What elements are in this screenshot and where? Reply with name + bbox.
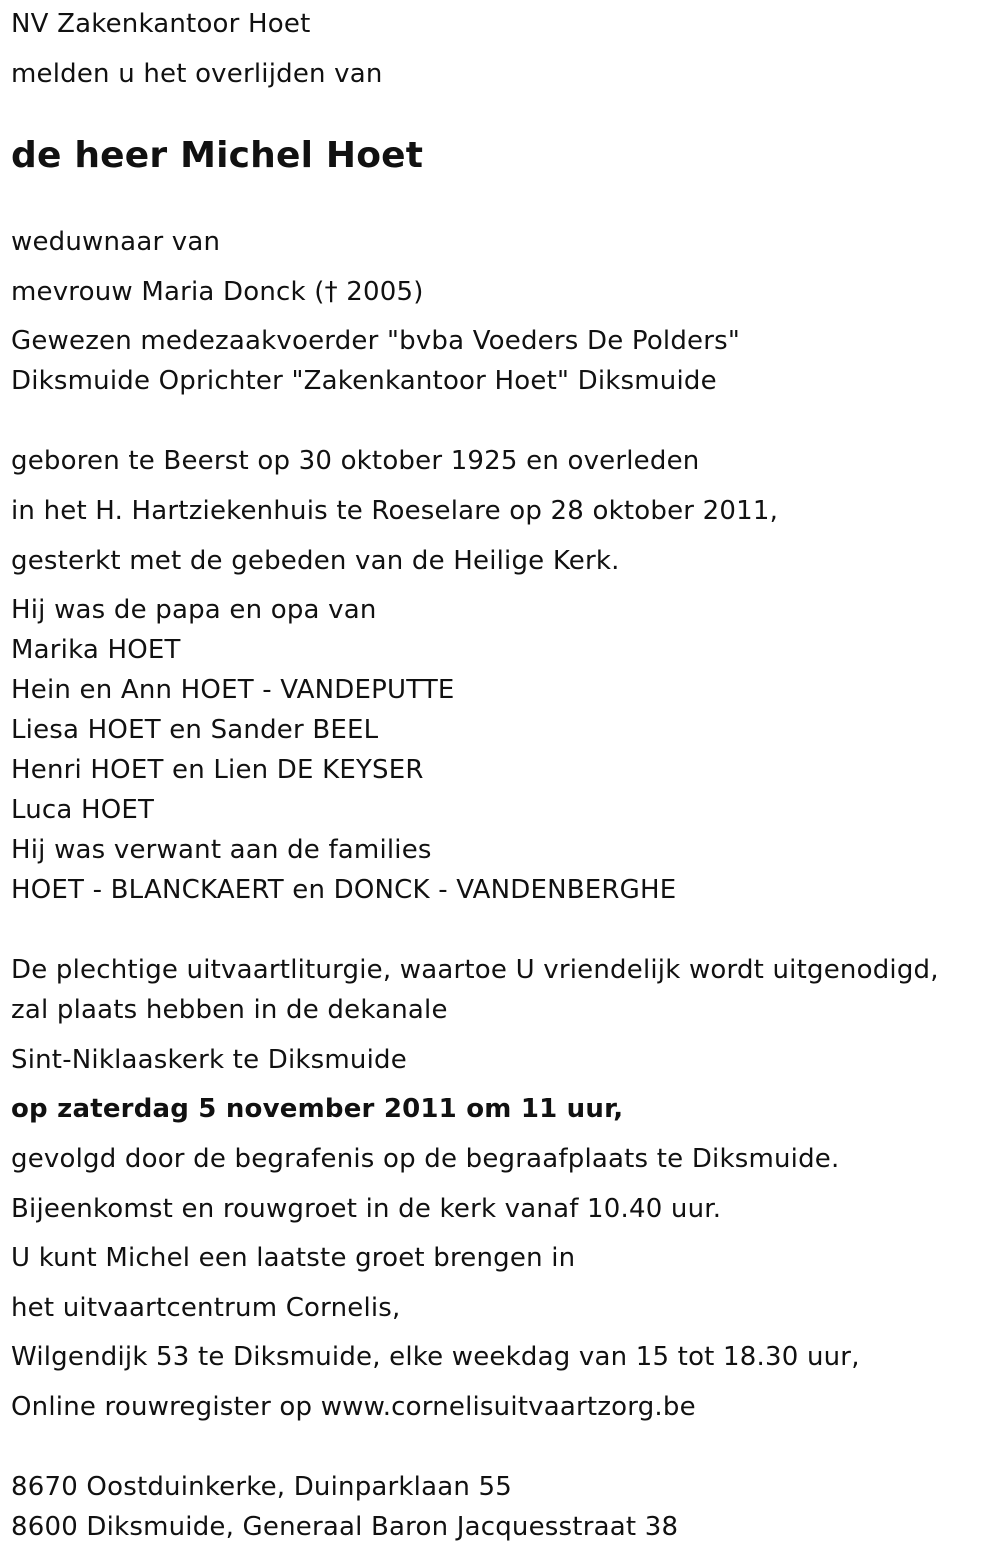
funeral-online: Online rouwregister op www.cornelisuitvaartzorg.be [11, 1392, 696, 1422]
family-member: Henri HOET en Lien DE KEYSER [11, 755, 424, 785]
funeral-visit-3: Wilgendijk 53 te Diksmuide, elke weekdag van 15 tot 18.30 uur, [11, 1342, 860, 1372]
deceased-name: de heer Michel Hoet [11, 135, 424, 176]
family-intro: Hij was de papa en opa van [11, 595, 377, 625]
spouse-name-suffix: 2005) [337, 277, 424, 307]
funeral-burial: gevolgd door de begrafenis op de begraafplaats te Diksmuide. [11, 1144, 840, 1174]
spouse-name [11, 277, 424, 307]
spouse-relation: weduwnaar van [11, 227, 221, 257]
address-line: 8600 Diksmuide, Generaal Baron Jacquesstraat 38 [11, 1512, 679, 1542]
career-line-2: Diksmuide Oprichter "Zakenkantoor Hoet" Diksmuide [11, 366, 717, 396]
funeral-visit-1: U kunt Michel een laatste groet brengen in [11, 1243, 576, 1273]
cross-icon: † [324, 277, 338, 307]
spouse-name-prefix: mevrouw Maria Donck ( [11, 277, 325, 307]
notice-announce: melden u het overlijden van [11, 59, 383, 89]
family-related-intro: Hij was verwant aan de families [11, 835, 432, 865]
family-related: HOET - BLANCKAERT en DONCK - VANDENBERGHE [11, 875, 677, 905]
family-member: Luca HOET [11, 795, 155, 825]
funeral-church: Sint-Niklaaskerk te Diksmuide [11, 1045, 407, 1075]
family-member: Marika HOET [11, 635, 181, 665]
life-died: in het H. Hartziekenhuis te Roeselare op 28 oktober 2011, [11, 496, 779, 526]
funeral-line-1: De plechtige uitvaartliturgie, waartoe U vriendelijk wordt uitgenodigd, [11, 955, 939, 985]
funeral-line-2: zal plaats hebben in de dekanale [11, 995, 448, 1025]
family-member: Hein en Ann HOET - VANDEPUTTE [11, 675, 455, 705]
funeral-visit-2: het uitvaartcentrum Cornelis, [11, 1293, 401, 1323]
family-member: Liesa HOET en Sander BEEL [11, 715, 379, 745]
life-blessed: gesterkt met de gebeden van de Heilige Kerk. [11, 546, 620, 576]
notice-company: NV Zakenkantoor Hoet [11, 9, 311, 39]
funeral-datetime: op zaterdag 5 november 2011 om 11 uur, [11, 1094, 624, 1124]
life-born: geboren te Beerst op 30 oktober 1925 en overleden [11, 446, 700, 476]
address-line: 8670 Oostduinkerke, Duinparklaan 55 [11, 1472, 512, 1502]
funeral-gathering: Bijeenkomst en rouwgroet in de kerk vanaf 10.40 uur. [11, 1194, 722, 1224]
career-line-1: Gewezen medezaakvoerder "bvba Voeders De Polders" [11, 326, 741, 356]
